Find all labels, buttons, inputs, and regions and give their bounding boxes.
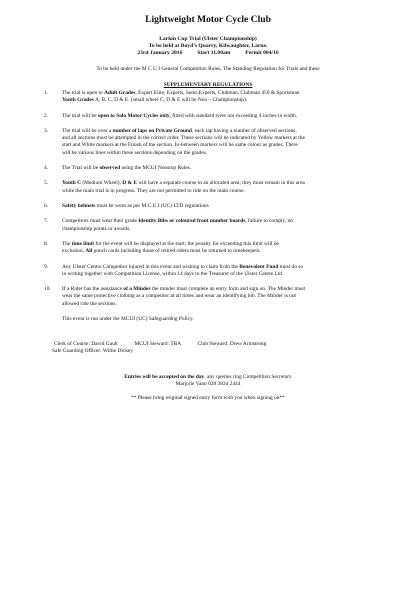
- regulation-text: The trial is open to: [62, 90, 105, 97]
- regulation-text: (Medium Wheel),: [81, 180, 123, 187]
- regulation-bold-text: Safety helmets: [62, 202, 96, 209]
- entries-rest: , any queries ring Competition Secretary: [204, 373, 292, 380]
- regulation-number: 3.: [44, 128, 49, 134]
- regulations-heading: SUPPLEMENTARY REGULATIONS: [163, 81, 253, 88]
- regulation-number: 5.: [44, 180, 49, 187]
- regulation-text: A, B, C, D & E. (small wheel C, D & E will be Non – Championship).: [93, 97, 248, 104]
- regulation-bold-text: time limit: [71, 240, 95, 247]
- officials-block: [54, 341, 376, 355]
- regulation-number: 4.: [44, 165, 49, 171]
- regulation-bold-text: All: [85, 248, 93, 255]
- regulation-bold-text: open to Solo Motor Cycles only: [97, 112, 170, 119]
- regulation-text: Any Ulster Centre Competitor injured in this event and wishing to claim from the: [62, 263, 240, 270]
- regulation-item: [40, 286, 376, 308]
- regulation-item: [40, 241, 376, 255]
- event-details: [40, 50, 376, 57]
- club-title: Lightweight Motor Cycle Club: [145, 14, 271, 25]
- regulation-text: allowed ride the sections.: [62, 300, 117, 307]
- regulation-bold-text: D & E: [122, 180, 137, 187]
- event-venue: To be held at Boyd’s Quarry, Kilwaughter, Larne.: [148, 43, 268, 50]
- regulation-text: will have a separate course in an allocated area; they must remain in this area: [136, 180, 305, 187]
- regulation-item: [40, 128, 376, 157]
- regulation-item: [40, 165, 376, 172]
- regulation-bold-text: of a Minder: [123, 286, 151, 293]
- regulation-text: The Trial will be: [62, 165, 100, 171]
- regulation-text: while the main trial is in progress. They are not permitted to ride on the main course.: [62, 187, 245, 194]
- intro-text: To be held under the M C U I General Competition Rules, The Standing Regulation for Trials and these: [96, 65, 320, 72]
- regulation-number: 8.: [44, 240, 49, 247]
- entries-block: [40, 374, 376, 388]
- entries-bold: Entries will be accepted on the day: [124, 373, 205, 380]
- event-permit: Permit 004/16: [245, 50, 279, 57]
- regulation-bold-text: Benevolent Fund: [239, 263, 279, 270]
- regulation-bold-text: number of laps on Private Ground: [112, 128, 192, 134]
- regulation-text: If a Rider has the assistance: [62, 286, 124, 293]
- regulation-bold-text: Identity Bibs or coloured front number boards: [138, 218, 246, 225]
- clerk-of-course: Clerk of Course: David Gault: [54, 341, 118, 348]
- regulation-number: 1.: [44, 90, 49, 97]
- regulation-number: 7.: [44, 218, 49, 225]
- regulation-text: wear the same protective clothing as a competitor at all times and wear an identifying bib. The Minder is not: [62, 293, 297, 300]
- regulation-text: , failure to comply, no: [245, 218, 293, 225]
- entries-contact: Marjorie Vann 028 3834 2444: [175, 380, 241, 387]
- regulation-number: 10.: [44, 286, 51, 293]
- regulation-text: for the event will be displayed at the start; the penalty for exceeding this limit will be: [94, 240, 279, 247]
- event-name: Larkin Cup Trial (Ulster Championship): [159, 36, 257, 42]
- regulation-text: exclusion.: [62, 248, 86, 255]
- club-steward: Club Steward: Drew Armstrong: [197, 341, 267, 348]
- mcui-steward: MCUI Steward: TBA: [134, 341, 181, 348]
- regulation-text: , each lap having a number of observed sections,: [191, 128, 297, 134]
- regulation-item: [40, 203, 376, 210]
- regulation-number: 2.: [44, 112, 49, 119]
- regulation-item: [40, 90, 376, 104]
- regulation-bold-text: Youth Grades: [62, 97, 94, 104]
- regulation-text: , fitted with standard tyres not exceeding 4 inches in width.: [169, 112, 298, 119]
- regulation-bold-text: Youth C: [62, 180, 82, 187]
- regulation-item: [40, 218, 376, 232]
- safeguarding-officer: Safe Guarding Officer: Willie Dickey: [52, 348, 134, 355]
- regulation-bold-text: Adult Grades: [104, 90, 136, 97]
- regulation-text: The: [62, 240, 72, 247]
- event-start: Start 11.00am: [197, 50, 231, 57]
- bring-form-note: ** Please bring original signed entry form with you when signing on**: [131, 394, 285, 401]
- regulation-text: using the MCUI Nonstop Rules.: [120, 165, 192, 171]
- regulation-item: [40, 180, 376, 194]
- regulation-text: punch cards including those of retired riders must be returned to timekeepers.: [92, 248, 261, 255]
- entries-line: [40, 374, 376, 381]
- regulation-text: must do so: [278, 263, 304, 270]
- regulation-text: championship points or awards.: [62, 225, 131, 232]
- regulation-text: the minder must complete an entry form and sign on. The Minder must: [150, 286, 306, 293]
- event-date: 23rd January 2016: [137, 50, 183, 57]
- regulation-text: and all sections must be attempted in the correct order. These sections will be indicated by Yellow markers at the: [62, 135, 305, 142]
- regulation-text: will be various lines within these sections depending on the grades.: [62, 149, 208, 156]
- regulation-text: start and White markers at the Finish of the section. In-between markers will be same colour as grades. There: [62, 142, 298, 149]
- regulation-text: The trial will be over a: [62, 128, 113, 134]
- regulation-text: , Expert Elite, Experts, Semi-Experts, Clubman, Clubman 450 & Sportsman: [135, 90, 300, 97]
- regulation-number: 6.: [44, 202, 49, 209]
- regulation-text: The trial will be: [62, 112, 98, 119]
- regulation-number: 9.: [44, 263, 49, 270]
- regulation-bold-text: observed: [99, 165, 121, 171]
- regulations-list: [40, 90, 376, 308]
- regulation-text: must be worn as per M.C.U.I (UC) LTD regulations: [95, 202, 209, 209]
- safeguarding-note: This event is run under the MCUI (UC) Safeguarding Policy.: [62, 315, 194, 322]
- regulation-text: Competitors must wear their grade: [62, 218, 139, 225]
- regulation-item: [40, 264, 376, 278]
- regulation-text: in writing together with Competition License, within 14 days to the Treasurer of the Ulster Centre Ltd.: [62, 270, 284, 277]
- regulation-item: [40, 113, 376, 120]
